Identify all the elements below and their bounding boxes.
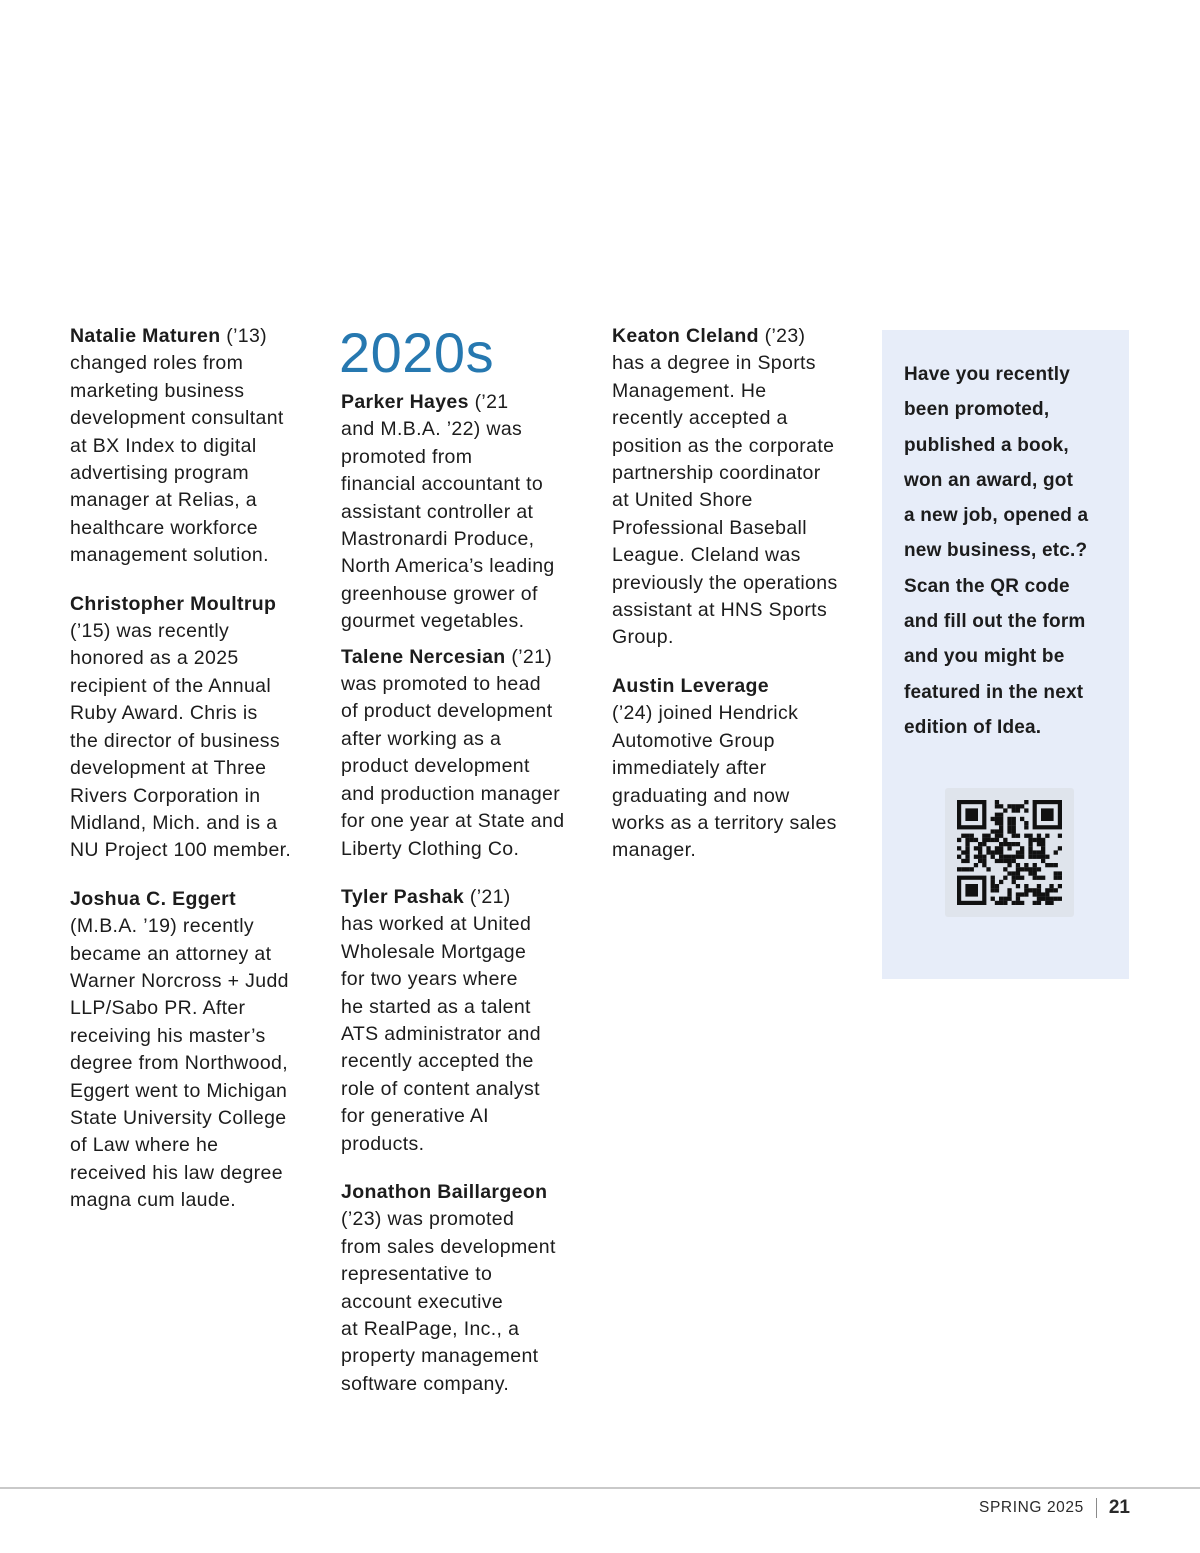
alumni-name: Tyler Pashak (341, 885, 465, 908)
sidebar-line: published a book, (904, 434, 1069, 456)
note-line: for one year at State and (341, 810, 565, 833)
note-line (612, 323, 868, 350)
note-line: has a degree in Sports (612, 352, 816, 375)
note-line: LLP/Sabo PR. After (70, 997, 246, 1020)
note-text: (’21) (505, 645, 553, 668)
note-line: manager. (612, 839, 697, 862)
alumni-name: Christopher Moultrup (70, 592, 277, 615)
sidebar-line: and you might be (904, 646, 1065, 668)
alumni-name: Jonathon Baillargeon (341, 1180, 548, 1203)
note-line: role of content analyst (341, 1077, 540, 1100)
note-line: at United Shore (612, 489, 753, 512)
note-line: for two years where (341, 968, 518, 991)
note-line: assistant at HNS Sports (612, 599, 828, 622)
note-line: (’24) joined Hendrick (612, 702, 799, 725)
alumni-note (70, 323, 320, 570)
alumni-name: Joshua C. Eggert (70, 887, 236, 910)
note-line: development consultant (70, 407, 284, 430)
page-number: 21 (1108, 1497, 1130, 1518)
note-line: product development (341, 755, 530, 778)
sidebar-line: Scan the QR code (904, 575, 1070, 597)
note-line: North America’s leading (341, 555, 555, 578)
note-line: ATS administrator and (341, 1022, 541, 1045)
alumni-note (70, 886, 320, 1215)
sidebar-line: Have you recently (904, 364, 1071, 385)
note-line: for generative AI (341, 1105, 489, 1128)
column-3 (612, 323, 868, 886)
note-text: (’23) (758, 325, 806, 347)
note-line: at BX Index to digital (70, 434, 257, 457)
note-line: software company. (341, 1372, 510, 1395)
note-line: State University College (70, 1106, 287, 1129)
note-line: (’23) was promoted (341, 1208, 515, 1231)
note-line: receiving his master’s (70, 1024, 266, 1047)
note-text: (’21) (464, 885, 511, 908)
note-line: of product development (341, 700, 553, 723)
note-line: Professional Baseball (612, 516, 807, 539)
note-line: and production manager (341, 782, 561, 805)
note-line: the director of business (70, 729, 281, 752)
note-line: of Law where he (70, 1134, 219, 1157)
note-line: Liberty Clothing Co. (341, 837, 520, 860)
note-line: has worked at United (341, 913, 532, 936)
note-line: works as a territory sales (612, 811, 837, 834)
decade-heading: 2020s (339, 321, 495, 384)
note-line: Eggert went to Michigan (70, 1079, 288, 1102)
issue-label: SPRING 2025 (979, 1499, 1084, 1516)
sidebar-line: a new job, opened a (904, 505, 1089, 527)
sidebar-line: and fill out the form (904, 611, 1086, 633)
note-line: magna cum laude. (70, 1189, 237, 1212)
qr-code-graphic (957, 800, 1062, 905)
sidebar-line: edition of Idea. (904, 716, 1042, 738)
column-2 (341, 323, 591, 1419)
sidebar-line: new business, etc.? (904, 540, 1088, 562)
note-line: recently accepted a (612, 407, 788, 430)
note-line: (M.B.A. ’19) recently (70, 915, 254, 938)
note-line: he started as a talent (341, 995, 531, 1018)
alumni-note (341, 884, 591, 1158)
column-1 (70, 323, 320, 1236)
alumni-note (341, 389, 591, 636)
note-line (70, 323, 320, 350)
note-line: representative to (341, 1263, 493, 1286)
note-line: Rivers Corporation in (70, 784, 261, 807)
note-line: changed roles from (70, 352, 244, 375)
page-footer (979, 1497, 1130, 1519)
note-line: Ruby Award. Chris is (70, 702, 258, 725)
note-text: (’13) (220, 325, 267, 347)
note-line: Warner Norcross + Judd (70, 969, 289, 992)
footer-separator (1096, 1498, 1097, 1518)
note-line: advertising program (70, 462, 249, 485)
note-line: graduating and now (612, 784, 790, 807)
alumni-name: Austin Leverage (612, 674, 769, 697)
note-line: (’15) was recently (70, 620, 230, 643)
note-line: Group. (612, 626, 674, 649)
note-line: after working as a (341, 727, 502, 750)
qr-code-icon[interactable] (945, 788, 1074, 917)
note-text: (’21 (468, 391, 509, 413)
alumni-note (612, 673, 868, 865)
alumni-name: Talene Nercesian (341, 645, 506, 668)
note-line: property management (341, 1345, 539, 1368)
note-line: Wholesale Mortgage (341, 940, 527, 963)
alumni-name: Natalie Maturen (70, 325, 221, 347)
alumni-note (70, 591, 320, 865)
alumni-name: Keaton Cleland (612, 325, 759, 347)
alumni-note (341, 644, 591, 863)
note-line: Midland, Mich. and is a (70, 811, 278, 834)
note-line: recently accepted the (341, 1050, 534, 1073)
note-line: from sales development (341, 1235, 556, 1258)
note-line: at RealPage, Inc., a (341, 1318, 520, 1340)
note-line: was promoted to head (341, 673, 541, 696)
note-line: League. Cleland was (612, 544, 801, 567)
note-line: manager at Relias, a (70, 489, 257, 512)
note-line: management solution. (70, 544, 269, 567)
note-line: Mastronardi Produce, (341, 528, 535, 551)
note-line: promoted from (341, 445, 473, 468)
note-line (341, 389, 591, 416)
note-line: account executive (341, 1290, 504, 1313)
alumni-note (612, 323, 868, 652)
note-line: recipient of the Annual (70, 674, 272, 697)
note-line: products. (341, 1132, 425, 1155)
note-line: immediately after (612, 757, 767, 780)
note-line: became an attorney at (70, 942, 272, 965)
alumni-name: Parker Hayes (341, 391, 469, 413)
note-line (341, 644, 591, 671)
sidebar-line: won an award, got (904, 469, 1074, 491)
note-line: NU Project 100 member. (70, 839, 292, 862)
note-line: partnership coordinator (612, 462, 821, 485)
note-line: gourmet vegetables. (341, 610, 525, 633)
note-line: financial accountant to (341, 473, 544, 496)
note-line: Automotive Group (612, 729, 775, 752)
sidebar-line: been promoted, (904, 399, 1050, 421)
note-line: marketing business (70, 379, 245, 402)
note-line: previously the operations (612, 571, 838, 594)
note-line: assistant controller at (341, 500, 534, 523)
note-line: development at Three (70, 757, 267, 780)
note-line: degree from Northwood, (70, 1052, 288, 1075)
alumni-note (341, 1179, 591, 1398)
sidebar-line: featured in the next (904, 681, 1084, 703)
note-line: greenhouse grower of (341, 582, 538, 605)
submit-news-sidebar (882, 330, 1129, 979)
note-line: received his law degree (70, 1161, 283, 1184)
note-line (341, 884, 591, 911)
note-line: and M.B.A. ’22) was (341, 418, 523, 441)
note-line: position as the corporate (612, 434, 835, 457)
note-line: honored as a 2025 (70, 647, 239, 670)
note-line: healthcare workforce (70, 516, 259, 539)
note-line: Management. He (612, 379, 767, 402)
footer-divider (0, 1487, 1200, 1489)
